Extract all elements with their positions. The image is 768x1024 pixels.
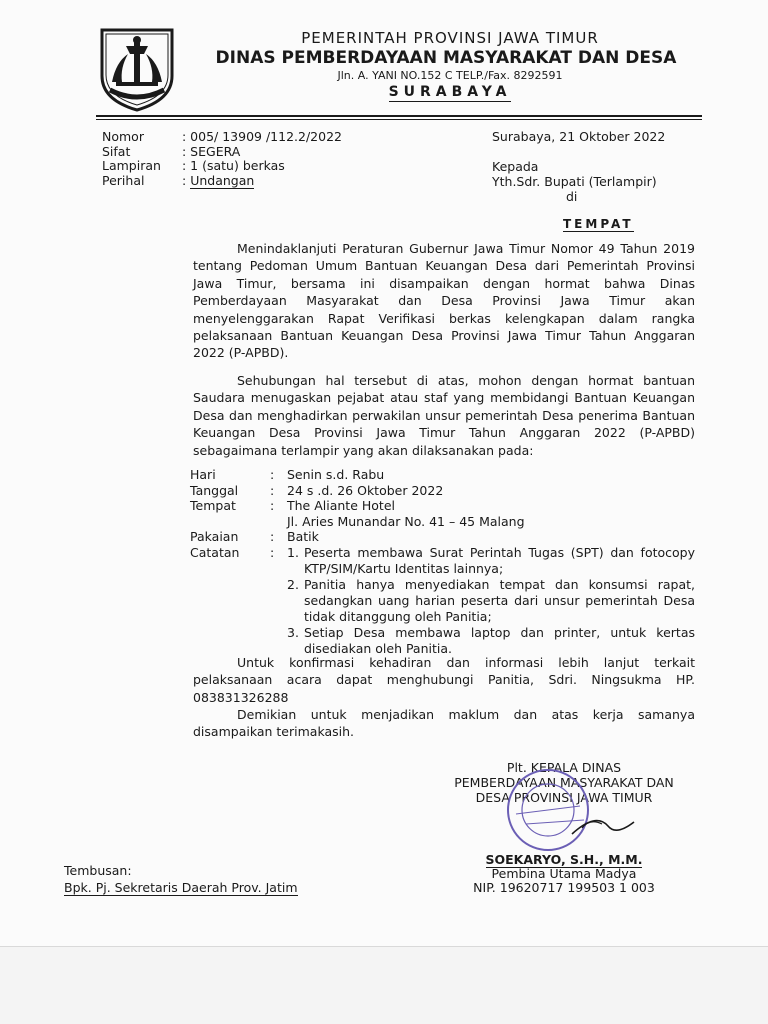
signature-title-1: Plt. KEPALA DINAS (506, 760, 622, 775)
letterhead-agency: DINAS PEMBERDAYAAN MASYARAKAT DAN DESA (215, 48, 677, 68)
body-paragraph-1: Menindaklanjuti Peraturan Gubernur Jawa Timur Nomor 49 Tahun 2019 tentang Pedoman Umum Bantuan Keuangan Desa dari Pemerintah Provinsi Jawa Timur, bersama ini disampaikan dengan hormat bahwa Dinas Pemberdayaan Masyarakat dan Desa Provinsi Jawa Timur akan menyelenggarakan Rapat Verifikasi berkas kelengkapan dalam rangka pelaksanaan Bantuan Keuangan Desa Provinsi Jawa Timur Tahun Anggaran 2022 (P-APBD). (193, 241, 695, 361)
list-item: 1. Peserta membawa Surat Perintah Tugas (SPT) dan fotocopy KTP/SIM/Kartu Identitas lainnya; (287, 545, 695, 576)
list-item: 2. Panitia hanya menyediakan tempat dan konsumsi rapat, sedangkan uang harian peserta dari unsur pemerintah Desa tidak ditanggung oleh Panitia; (287, 577, 695, 624)
recipient-kepada: Kepada (492, 159, 539, 174)
official-stamp-icon (486, 764, 636, 854)
body-paragraph-4: Demikian untuk menjadikan maklum dan atas kerja samanya disampaikan terimakasih. (193, 707, 695, 740)
nomor-value: : 005/ 13909 /112.2/2022 (182, 129, 342, 144)
signatory-nip: NIP. 19620717 199503 1 003 (473, 880, 655, 895)
lampiran-value: : 1 (satu) berkas (182, 158, 285, 173)
body-paragraph-2: Sehubungan hal tersebut di atas, mohon dengan hormat bantuan Saudara menugaskan pejabat atau staf yang membidangi Bantuan Keuangan Desa dan menghadirkan perwakilan unsur pemerintah Desa penerima Bantuan Keuangan Desa Provinsi Jawa Timur Tahun Anggaran 2022 (P-APBD) sebagaimana terlampir yang akan dilaksanakan pada: (193, 373, 695, 458)
signatory-name: SOEKARYO, S.H., M.M. (485, 852, 643, 867)
signatory-rank: Pembina Utama Madya (491, 866, 637, 881)
east-java-emblem-icon (96, 24, 178, 112)
letterhead-rule-thin (96, 119, 702, 120)
signature-title-3: DESA PROVINSI JAWA TIMUR (475, 790, 653, 805)
letterhead-government: PEMERINTAH PROVINSI JAWA TIMUR (301, 29, 599, 47)
sifat-value: : SEGERA (182, 143, 241, 159)
signature-title-2: PEMBERDAYAAN MASYARAKAT DAN (454, 775, 674, 790)
letterhead-city: SURABAYA (388, 84, 512, 100)
catatan-list (287, 545, 695, 657)
perihal-value: Undangan (190, 172, 255, 188)
recipient-tempat: TEMPAT (563, 217, 634, 231)
letter-date: Surabaya, 21 Oktober 2022 (492, 129, 666, 144)
list-item: 3. Setiap Desa membawa laptop dan printer, untuk kertas disediakan oleh Panitia. (287, 625, 695, 656)
cc-item: Bpk. Pj. Sekretaris Daerah Prov. Jatim (64, 880, 298, 895)
letterhead-rule (96, 115, 702, 117)
letterhead-address: Jln. A. YANI NO.152 C TELP./Fax. 8292591 (337, 69, 563, 82)
body-paragraph-3: Untuk konfirmasi kehadiran dan informasi lebih lanjut terkait pelaksanaan acara dapat menghubungi Panitia, Sdri. Ningsukma HP. 083831326288 (193, 655, 695, 705)
recipient-name: Yth.Sdr. Bupati (Terlampir) (492, 174, 657, 189)
letter-meta: Nomor : 005/ 13909 /112.2/2022 Sifat : SEGERA Lampiran : 1 (satu) berkas Perihal : Undangan (102, 129, 342, 188)
letter-page: PEMERINTAH PROVINSI JAWA TIMUR DINAS PEMBERDAYAAN MASYARAKAT DAN DESA Jln. A. YANI NO.152 C TELP./Fax. 8292591 SURABAYA Nomor : 005/ 13909 /112.2/2022 Sifat : SEGERA Lampiran : 1 (satu) berkas Perihal : Undangan Surabaya, 21 Oktober 2022 Kepada Yth.Sdr. Bupati (Terlampir) di TEMPAT Menindaklanjuti Peraturan Gubernur Jawa Timur Nomor 49 Tahun 2019 tentang Pedoman Umum Bantuan Keuangan Desa dari Pemerintah Provinsi Jawa Timur, bersama ini disampaikan dengan hormat bahwa Dinas Pemberdayaan Masyarakat dan Desa Provinsi Jawa Timur akan menyelenggarakan Rapat Verifikasi berkas kelengkapan dalam rangka pelaksanaan Bantuan Keuangan Desa Provinsi Jawa Timur Tahun Anggaran 2022 (P-APBD). Sehubungan hal tersebut di atas, mohon dengan hormat bantuan Saudara menugaskan pejabat atau staf yang membidangi Bantuan Keuangan Desa dan menghadirkan perwakilan unsur pemerintah Desa penerima Bantuan Keuangan Desa Provinsi Jawa Timur Tahun Anggaran 2022 (P-APBD) sebagaimana terlampir yang akan dilaksanakan pada: Hari : Senin s.d. Rabu Tanggal : 24 s .d. 26 Oktober 2022 Tempat : The Aliante Hotel Jl. Aries Munandar No. 41 – 45 Malang Pakaian : Batik Catatan : 1. Peserta membawa Surat Perintah Tugas (SPT) dan fotocopy KTP/SIM/Kartu Identitas lainnya; 2. Panitia hanya menyediakan tempat dan konsumsi rapat, sedangkan uang harian peserta dari unsur pemerintah Desa tidak ditanggung oleh Panitia; 3. Setiap Desa membawa laptop dan printer, untuk kertas disediakan oleh Panitia. Untuk konfirmasi kehadiran dan informasi lebih lanjut terkait pelaksanaan acara dapat menghubungi Panitia, Sdri. Ningsukma HP. 083831326288 Demikian untuk menjadikan maklum dan atas kerja samanya disampaikan terimakasih. Plt. KEPALA DINAS PEMBERDAYAAN MASYARAKAT DAN DESA PROVINSI JAWA TIMUR SOEKARYO, S.H., M.M. Pembina Utama Madya NIP. 19620717 199503 1 003 Tembusan: Bpk. Pj. Sekretaris Daerah Prov. Jatim (0, 0, 768, 947)
cc-label: Tembusan: (64, 863, 132, 878)
recipient-di: di (566, 189, 578, 204)
